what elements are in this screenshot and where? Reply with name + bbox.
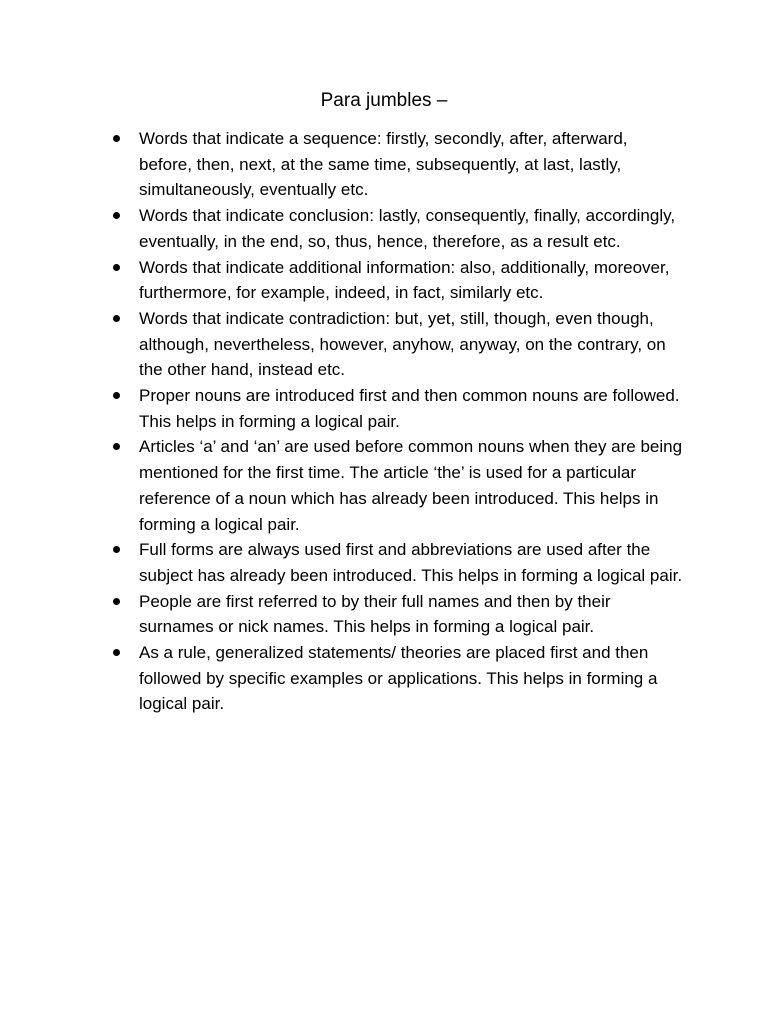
list-item-text: Words that indicate conclusion: lastly, consequently, finally, accordingly, eventually, in the end, so, thus, hence, therefore, as a result etc. <box>139 206 676 251</box>
list-item-text: People are first referred to by their full names and then by their surnames or nick names. This helps in forming a logical pair. <box>139 591 611 637</box>
document-title <box>0 88 768 114</box>
list-item-text: Full forms are always used first and abbreviations are used after the subject has already been introduced. This helps in forming a logical pair. <box>139 540 683 585</box>
list-item <box>113 589 683 640</box>
list-item <box>113 255 683 306</box>
document-title-text: Para jumbles – <box>320 90 448 111</box>
bullet-icon <box>113 598 120 605</box>
list-item <box>113 640 683 717</box>
bullet-icon <box>113 392 120 399</box>
list-item-text: Words that indicate additional information: also, additionally, moreover, furthermore, for example, indeed, in fact, similarly etc. <box>139 257 670 303</box>
list-item-text: Words that indicate contradiction: but, yet, still, though, even though, although, nevertheless, however, anyhow, anyway, on the contrary, on the other hand, instead etc. <box>139 308 666 380</box>
list-item-text: Words that indicate a sequence: firstly, secondly, after, afterward, before, then, next, at the same time, subsequently, at last, lastly, simultaneously, eventually etc. <box>139 129 628 200</box>
list-item-text: As a rule, generalized statements/ theories are placed first and then followed by specific examples or applications. This helps in forming a logical pair. <box>139 643 658 714</box>
bullet-icon <box>113 649 120 656</box>
bullet-icon <box>113 315 120 322</box>
list-item-text: Articles ‘a’ and ‘an’ are used before common nouns when they are being mentioned for the first time. The article ‘the’ is used for a particular reference of a noun which has already been introduced. This helps in forming a logical pair. <box>139 437 683 534</box>
bullet-icon <box>113 212 120 219</box>
list-item <box>113 126 683 203</box>
list-item <box>113 203 683 254</box>
list-item-text: Proper nouns are introduced first and then common nouns are followed. This helps in forming a logical pair. <box>139 386 680 431</box>
list-item <box>113 537 683 588</box>
bullet-icon <box>113 546 120 553</box>
list-item <box>113 434 683 537</box>
list-item <box>113 306 683 383</box>
list-item <box>113 383 683 434</box>
bullet-list <box>113 126 683 717</box>
bullet-icon <box>113 135 120 142</box>
bullet-icon <box>113 443 120 450</box>
bullet-icon <box>113 264 120 271</box>
